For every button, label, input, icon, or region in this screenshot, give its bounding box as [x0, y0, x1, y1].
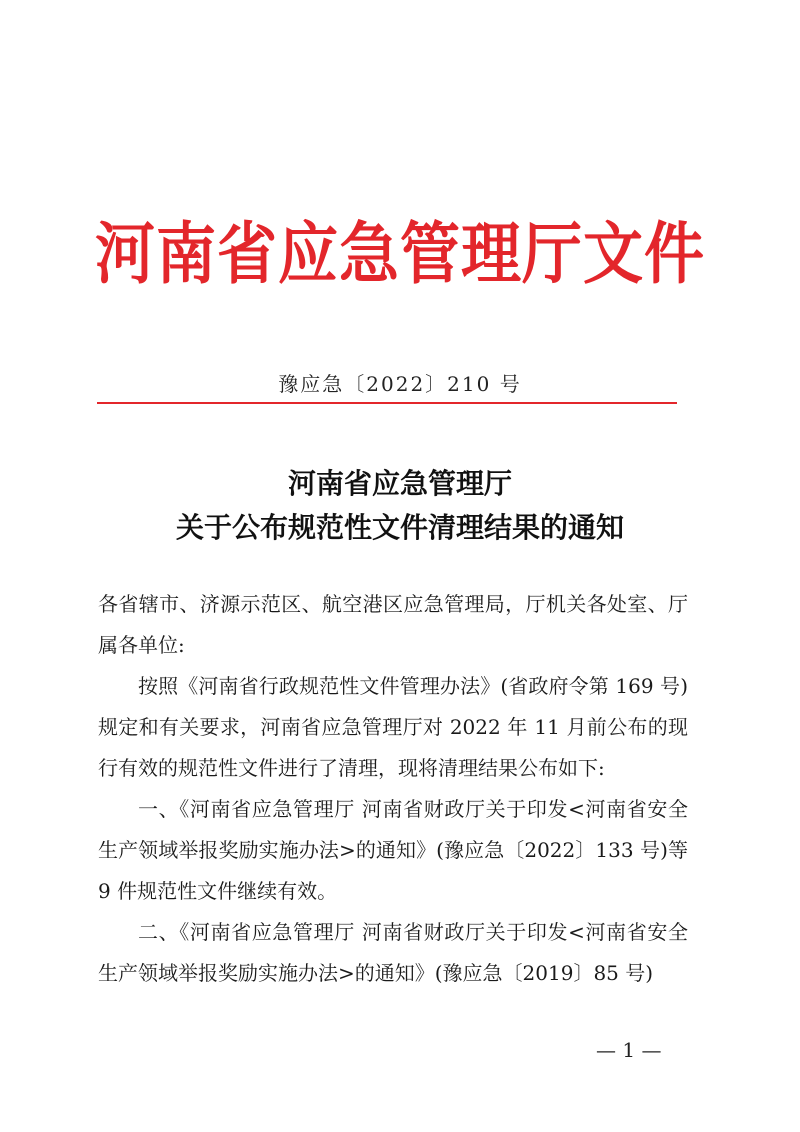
document-body [98, 584, 688, 994]
document-title [0, 462, 800, 550]
body-paragraph-3: 二、《河南省应急管理厅 河南省财政厅关于印发<河南省安全生产领域举报奖励实施办法>的通知》(豫应急〔2019〕85 号) [98, 920, 688, 985]
title-line-2: 关于公布规范性文件清理结果的通知 [175, 511, 624, 544]
addressee-paragraph: 各省辖市、济源示范区、航空港区应急管理局，厅机关各处室、厅属各单位: [98, 592, 688, 657]
document-number: 豫应急〔2022〕210 号 [278, 372, 522, 396]
document-masthead: 河南省应急管理厅文件 [95, 215, 705, 294]
page-number: — 1 — [596, 1038, 662, 1062]
body-paragraph-1: 按照《河南省行政规范性文件管理办法》(省政府令第 169 号)规定和有关要求，河南省应急管理厅对 2022 年 11 月前公布的现行有效的规范性文件进行了清理，现将清理结果公布如下: [98, 674, 688, 780]
red-divider-line [97, 402, 677, 404]
body-paragraph-2: 一、《河南省应急管理厅 河南省财政厅关于印发<河南省安全生产领域举报奖励实施办法>的通知》(豫应急〔2022〕133 号)等 9 件规范性文件继续有效。 [98, 797, 688, 903]
title-line-1: 河南省应急管理厅 [287, 467, 512, 500]
